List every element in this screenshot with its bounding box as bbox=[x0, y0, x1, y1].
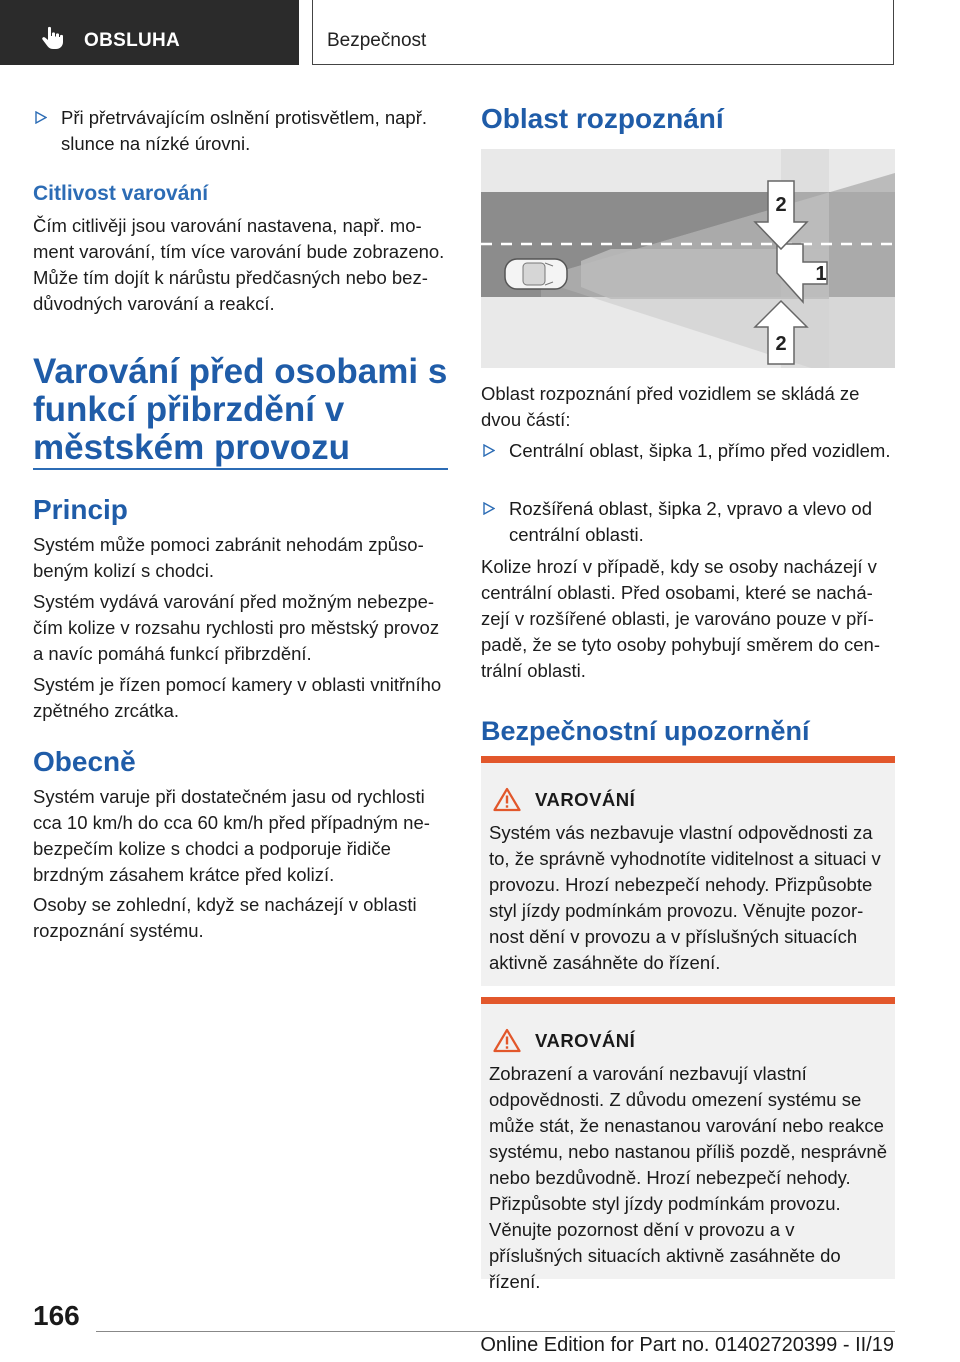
warning-text: Zobrazení a varování nezbavují vlastní odpovědnosti. Z důvodu omezení systému se může stát, že nenastanou varování nebo reakce systému, nebo nastanou příliš pozdě, nesprávně nebo bezdůvodně. Hrozí nebezpečí nehody. Přizpůsobte styl jízdy podmínkám provozu. Věnujte pozornost dění v provozu a v příslušných situacích aktivně zasáhněte do řízení. bbox=[489, 1063, 887, 1292]
car-icon bbox=[505, 259, 567, 289]
chapter-tab bbox=[0, 0, 299, 65]
detection-area-diagram bbox=[481, 149, 895, 368]
heading-rule bbox=[33, 468, 448, 470]
section-header-label: Bezpečnost bbox=[327, 30, 427, 51]
hand-pointer-icon bbox=[40, 25, 66, 51]
general-paragraph: Osoby se zohlední, když se nacházejí v oblasti rozpoznání systému. bbox=[33, 894, 417, 941]
principle-heading: Princip bbox=[33, 494, 128, 525]
chapter-tab-label: OBSLUHA bbox=[84, 30, 181, 51]
principle-paragraph: Systém vydává varování před možným nebezpečím kolize v rozsahu rychlosti pro městský provoz a navíc pomáhá funkcí přibrzdění. bbox=[33, 591, 440, 664]
general-paragraph: Systém varuje při dostatečném jasu od rychlosti cca 10 km/h do cca 60 km/h před případným nebezpečím kolize s chodci a podporuje řidiče brzdným zásahem krátce před kolizí. bbox=[33, 786, 430, 885]
list-item bbox=[481, 496, 923, 548]
list-item-text: Centrální oblast, šipka 1, přímo před vozidlem. bbox=[509, 440, 891, 461]
diagram-label-top: 2 bbox=[775, 194, 787, 216]
safety-heading: Bezpečnostní upozornění bbox=[481, 716, 810, 746]
area-intro: Oblast rozpoznání před vozidlem se skládá ze dvou částí: bbox=[481, 383, 860, 430]
warning-title: VAROVÁNÍ bbox=[535, 1029, 636, 1051]
warning-title: VAROVÁNÍ bbox=[535, 788, 636, 810]
list-item-text: Při přetrvávajícím oslnění protisvětlem, např. slunce na nízké úrovni. bbox=[61, 107, 428, 154]
warning-triangle-icon bbox=[493, 787, 521, 812]
principle-paragraph: Systém může pomoci zabránit nehodám způsobeným kolizí s chodci. bbox=[33, 534, 424, 581]
warning-box bbox=[481, 997, 895, 1292]
bullet-triangle-icon bbox=[483, 502, 495, 515]
main-heading: Varování před osobami s funkcí přibrzdění v městském provozu bbox=[33, 352, 448, 467]
warning-title-row bbox=[493, 787, 887, 812]
sensitivity-text: Čím citlivěji jsou varování nastavena, např. moment varování, tím více varování bude zobrazeno. Může tím dojít k nárůstu předčasných nebo bezdůvodných varování a reakcí. bbox=[33, 215, 445, 314]
edition-text: Online Edition for Part no. 01402720399 - II/19 bbox=[480, 1334, 894, 1356]
section-header bbox=[312, 0, 894, 65]
list-item-text: Rozšířená oblast, šipka 2, vpravo a vlevo od centrální oblasti. bbox=[509, 498, 872, 545]
warning-box bbox=[481, 756, 895, 986]
diagram-label-bottom: 2 bbox=[775, 333, 787, 355]
principle-paragraph: Systém je řízen pomocí kamery v oblasti vnitřního zpětného zrcátka. bbox=[33, 674, 442, 721]
footer-rule bbox=[96, 1331, 895, 1332]
sensitivity-heading: Citlivost varování bbox=[33, 182, 209, 205]
general-heading: Obecně bbox=[33, 746, 136, 777]
warning-text: Systém vás nezbavuje vlastní odpovědnosti za to, že správně vyhodnotíte viditelnost a situaci v provozu. Hrozí nebezpečí nehody. Přizpůsobte styl jízdy podmínkám provozu. Věnujte pozornost dění v provozu a v příslušných situacích aktivně zasáhněte do řízení. bbox=[489, 822, 881, 973]
bullet-triangle-icon bbox=[35, 111, 47, 124]
warning-triangle-icon bbox=[493, 1028, 521, 1053]
area-text: Kolize hrozí v případě, kdy se osoby nacházejí v centrální oblasti. Před osobami, které se nacházejí v rozšířené oblasti, je varováno pouze v případě, že se tyto osoby pohybují směrem do centrální oblasti. bbox=[481, 556, 881, 681]
area-heading: Oblast rozpoznání bbox=[481, 103, 724, 134]
list-item bbox=[33, 105, 476, 157]
list-item bbox=[481, 438, 923, 464]
page-number: 166 bbox=[33, 1300, 80, 1331]
warning-title-row bbox=[493, 1028, 887, 1053]
bullet-triangle-icon bbox=[483, 444, 495, 457]
diagram-label-center: 1 bbox=[815, 263, 827, 285]
